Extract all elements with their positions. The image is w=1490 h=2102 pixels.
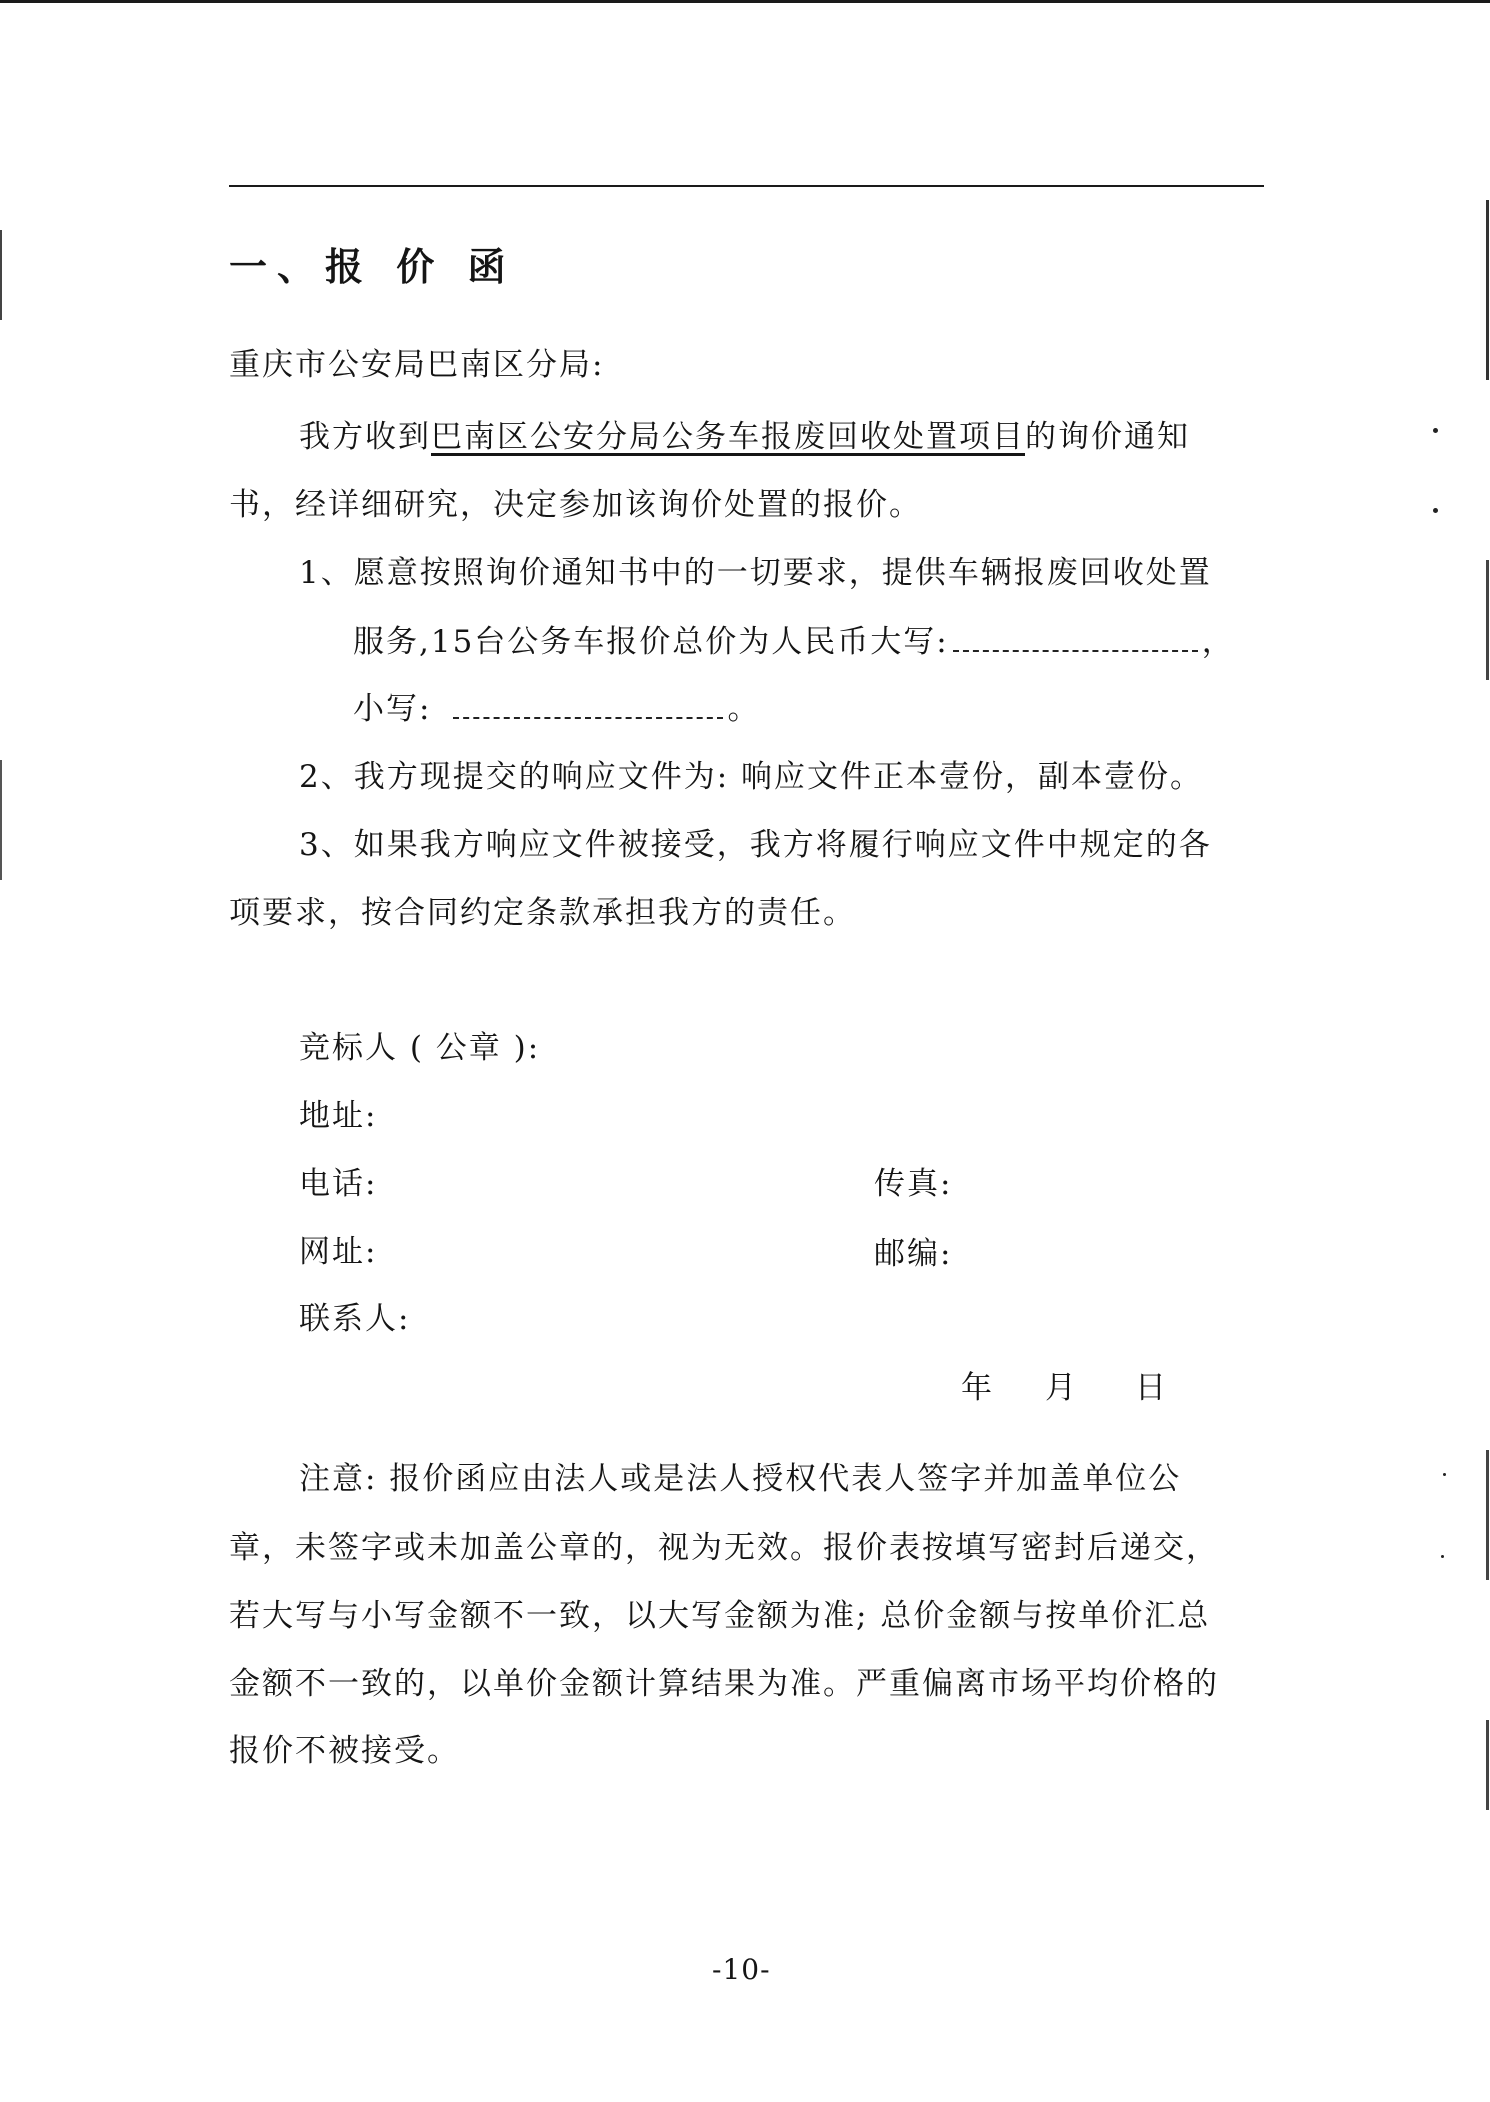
section-title: 一、报 价 函 — [229, 244, 516, 289]
period: 。 — [727, 691, 761, 727]
uppercase-amount-blank — [953, 636, 1198, 652]
date-year-label: 年 — [961, 1370, 994, 1406]
page-number: -10- — [712, 1953, 771, 1986]
item-1-line-3 — [353, 689, 760, 729]
comma: ， — [1201, 624, 1235, 660]
scan-speck — [1441, 1555, 1444, 1558]
header-rule — [229, 185, 1264, 187]
note-line-3: 若大写与小写金额不一致，以大写金额为准; 总价金额与按单价汇总 — [229, 1598, 1211, 1634]
lowercase-amount-blank — [453, 703, 723, 719]
item-3-line-2: 项要求，按合同约定条款承担我方的责任。 — [229, 895, 856, 931]
scan-right-mark — [1486, 1450, 1489, 1580]
intro-prefix: 我方收到 — [299, 419, 431, 455]
note-line-2: 章，未签字或未加盖公章的，视为无效。报价表按填写密封后递交， — [229, 1530, 1219, 1566]
scan-right-mark — [1486, 200, 1489, 380]
intro-suffix: 的询价通知 — [1025, 419, 1190, 455]
website-label: 网址: — [299, 1234, 378, 1270]
bidder-seal-label: 竞标人 ( 公章 ): — [299, 1030, 541, 1066]
recipient-line: 重庆市公安局巴南区分局: — [229, 347, 605, 383]
note-line-5: 报价不被接受。 — [229, 1733, 460, 1769]
scan-speck — [1443, 1473, 1446, 1476]
item-2: 2、我方现提交的响应文件为: 响应文件正本壹份，副本壹份。 — [299, 759, 1204, 795]
note-line-1: 注意: 报价函应由法人或是法人授权代表人签字并加盖单位公 — [299, 1461, 1182, 1497]
phone-label: 电话: — [299, 1166, 378, 1202]
total-price-label: 服务,15台公务车报价总价为人民币大写: — [353, 624, 949, 660]
item-1-line-2 — [353, 622, 1235, 662]
lowercase-label: 小写: — [353, 691, 432, 727]
scan-top-border — [0, 0, 1490, 3]
scan-right-mark — [1486, 560, 1489, 680]
date-month-label: 月 — [1045, 1370, 1078, 1406]
postcode-label: 邮编: — [874, 1236, 953, 1272]
note-line-4: 金额不一致的，以单价金额计算结果为准。严重偏离市场平均价格的 — [229, 1666, 1219, 1702]
scan-speck — [1433, 428, 1438, 433]
date-day-label: 日 — [1135, 1370, 1168, 1406]
project-name: 巴南区公安分局公务车报废回收处置项目 — [431, 419, 1025, 455]
intro-line-2: 书，经详细研究，决定参加该询价处置的报价。 — [229, 487, 922, 523]
fax-label: 传真: — [874, 1166, 953, 1202]
scan-right-mark — [1486, 1720, 1489, 1810]
address-label: 地址: — [299, 1098, 378, 1134]
intro-line-1 — [299, 417, 1190, 457]
item-1-line-1: 1、愿意按照询价通知书中的一切要求，提供车辆报废回收处置 — [299, 555, 1212, 591]
scan-left-mark — [0, 760, 2, 880]
scan-left-mark — [0, 230, 2, 320]
item-3-line-1: 3、如果我方响应文件被接受，我方将履行响应文件中规定的各 — [299, 827, 1212, 863]
contact-label: 联系人: — [299, 1301, 411, 1337]
scan-speck — [1433, 508, 1438, 513]
